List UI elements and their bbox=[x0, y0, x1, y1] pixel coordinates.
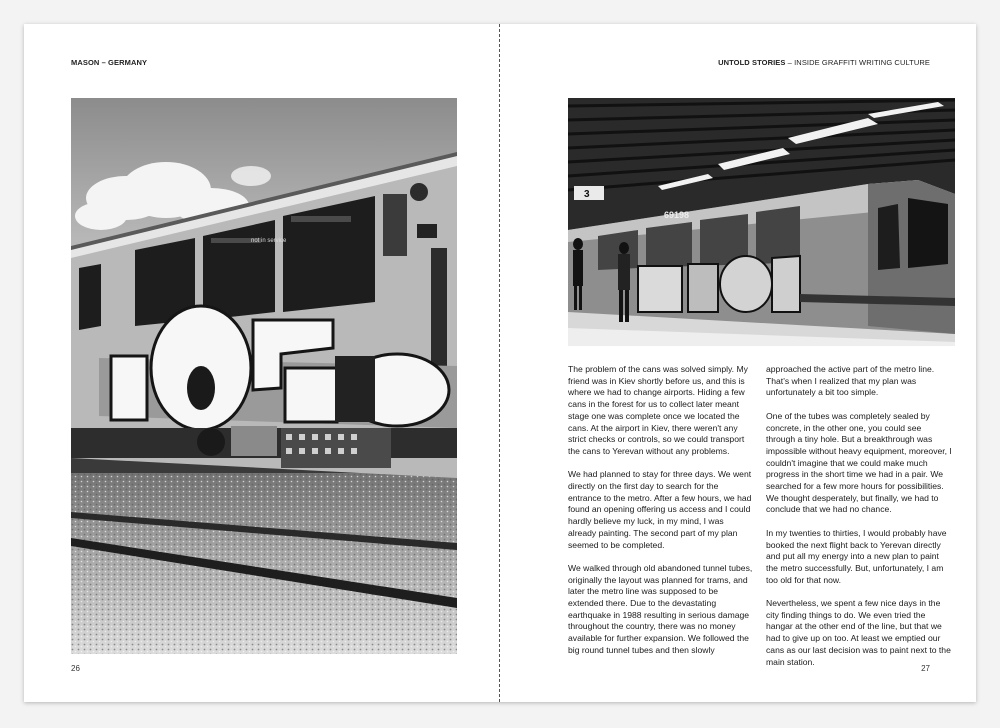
right-running-head bbox=[718, 58, 930, 67]
metro-platform-photo bbox=[568, 98, 955, 346]
paragraph: One of the tubes was completely sealed by concrete, in the other one, you could see through a tiny hole. But a breakthrough was impossible without heavy equipment, moreover, I couldn't imagine that we could make much progress in the short time we had in a pair. We searched for a few more hours for possibilities. We thought desperately, but finally, we had to conclude that we had no chance. bbox=[766, 410, 952, 515]
book-subtitle: – INSIDE GRAFFITI WRITING CULTURE bbox=[785, 58, 930, 67]
paragraph: Nevertheless, we spent a few nice days in the city finding things to do. We even tried the hangar at the other end of the line, but that we had to give up on too. At least we emptied our cans as our last decision was to paint next to the main station. bbox=[766, 598, 951, 667]
paragraph: We walked through old abandoned tunnel tubes, originally the layout was planned for trams, and later the metro line was supposed to be extended there. Due to the devastating earthquake in 1988 resulting in serious damage throughout the country, there was no money available for further expansion. We followed the big round tunnel tubes and then slowly bbox=[568, 562, 753, 655]
paragraph: In my twenties to thirties, I would probably have booked the next flight back to Yerevan directly and put all my energy into a new plan to paint the metro successfully. But, unfortunately, I am too old for that now. bbox=[766, 527, 947, 585]
paragraph: The problem of the cans was solved simply. My friend was in Kiev shortly before us, and this is where we had to change airports. Hiding a few cans in the forest for us to collect later meant stage one was complete once we located the cans. At the airport in Kiev, there weren't any strict checks or controls, so we could transport the cans to Yerevan without any problems. bbox=[568, 364, 748, 456]
train-graffiti-photo bbox=[71, 98, 457, 654]
book-spread bbox=[24, 24, 976, 702]
paragraph: We had planned to stay for three days. We went directly on the first day to search for the entrance to the metro. After a few hours, we had found an opening offering us access and I could hardly believe my luck, in my mind, I was already painting. The second part of my plan seemed to be completed. bbox=[568, 469, 752, 550]
train-number: 69198 bbox=[664, 210, 690, 220]
left-page bbox=[24, 24, 500, 702]
text-column-1 bbox=[568, 364, 754, 668]
book-title: UNTOLD STORIES bbox=[718, 58, 786, 67]
right-page bbox=[500, 24, 976, 702]
platform-number: 3 bbox=[584, 189, 590, 200]
right-page-number: 27 bbox=[921, 664, 930, 673]
paragraph: approached the active part of the metro line. That's when I realized that my plan was unfortunately a bit too simple. bbox=[766, 364, 935, 398]
left-running-head: MASON – GERMANY bbox=[71, 58, 148, 67]
sign-text: not in service bbox=[251, 238, 287, 244]
left-page-number: 26 bbox=[71, 664, 80, 673]
text-column-2 bbox=[766, 364, 952, 680]
